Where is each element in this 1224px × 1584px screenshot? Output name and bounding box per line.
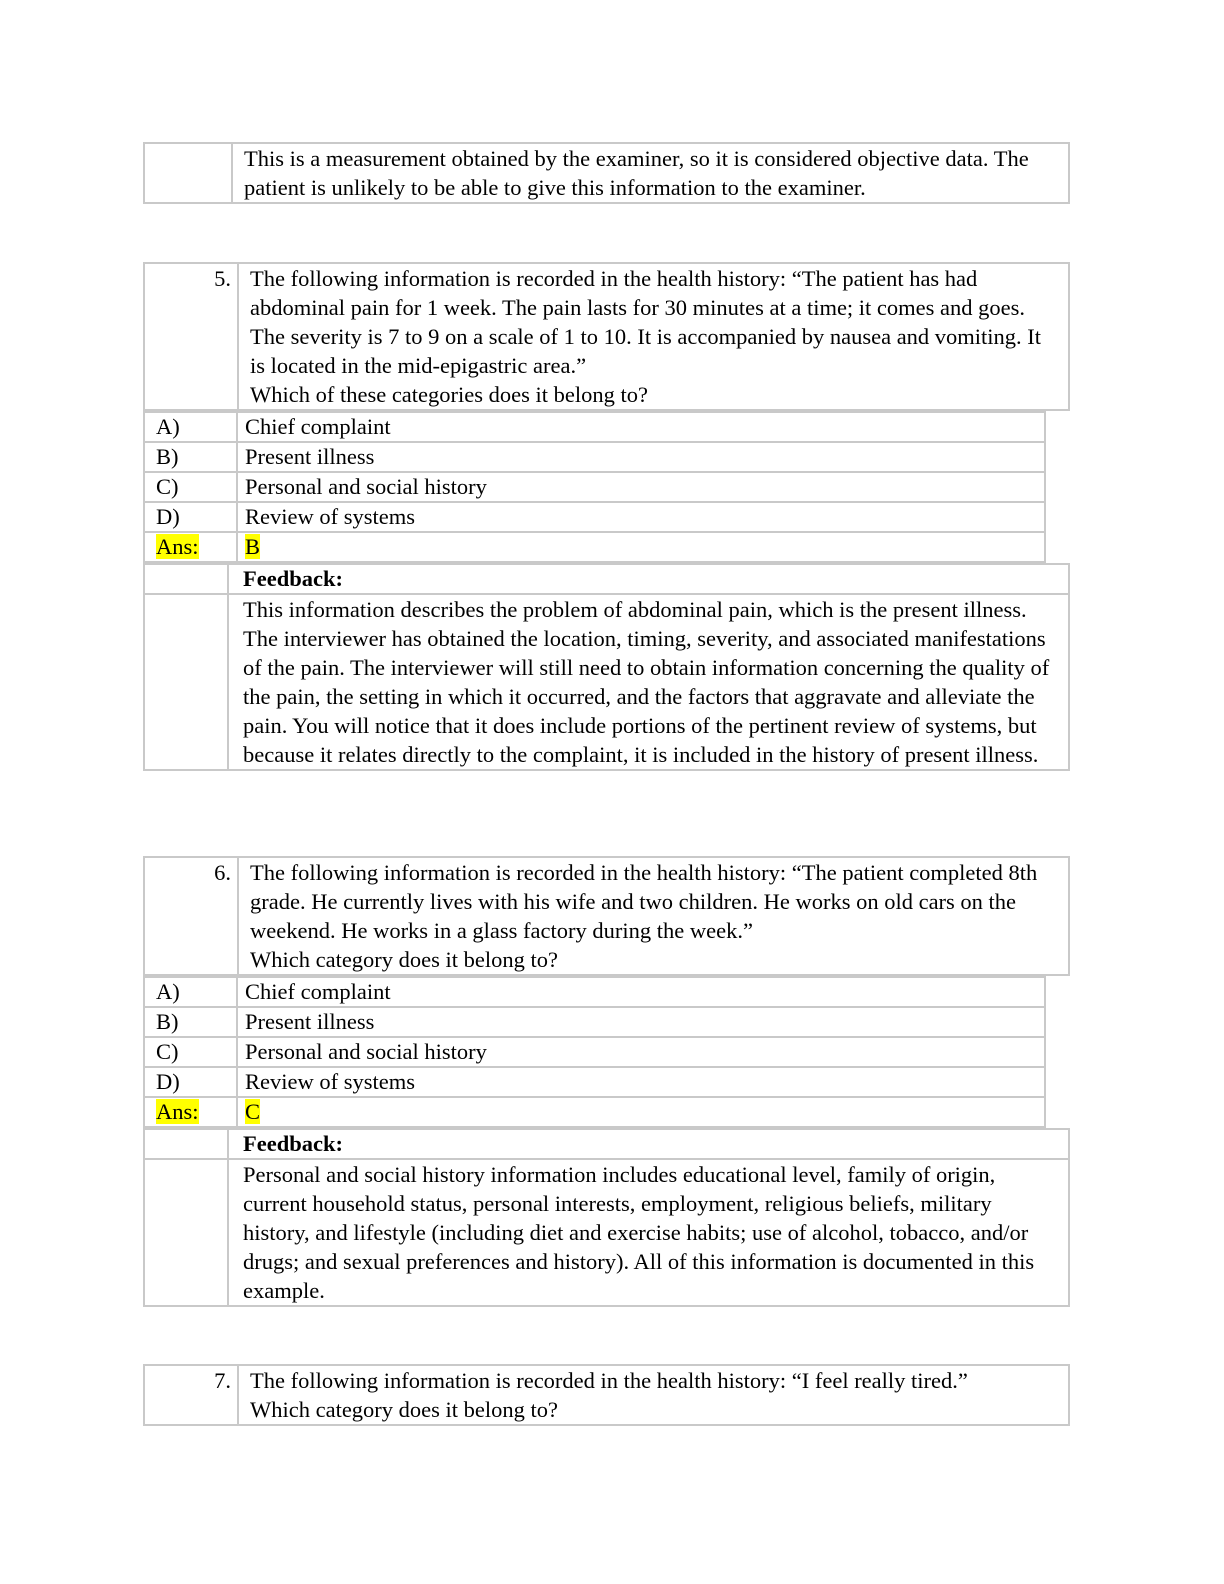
question-text — [238, 1365, 1069, 1425]
question-stem: The following information is recorded in the health history: “I feel really tired.” — [250, 1368, 968, 1393]
option-text: Review of systems — [237, 502, 1045, 532]
answer-value: B — [245, 534, 261, 559]
answer-label: Ans: — [156, 534, 199, 559]
feedback-text: Personal and social history information includes educational level, family of origin, current household status, personal interests, employment, religious beliefs, military history, and lifestyle (including diet and exercise habits; use of alcohol, tobacco, and/or drugs; and sexual preferences and history). All of this information is documented in this example. — [228, 1159, 1069, 1306]
blank-cell — [144, 564, 228, 594]
option-c[interactable] — [144, 472, 1045, 502]
feedback-heading: Feedback: — [228, 1129, 1069, 1159]
option-c[interactable] — [144, 1037, 1045, 1067]
question-number: 6. — [144, 857, 238, 975]
option-text: Chief complaint — [237, 977, 1045, 1007]
question-number: 5. — [144, 263, 238, 410]
question-prompt: Which category does it belong to? — [250, 947, 559, 972]
option-label: C) — [144, 472, 237, 502]
option-text: Present illness — [237, 1007, 1045, 1037]
option-label: B) — [144, 442, 237, 472]
question-text — [238, 857, 1069, 975]
option-a[interactable] — [144, 412, 1045, 442]
options-list — [143, 411, 1046, 563]
feedback-section — [143, 1128, 1070, 1307]
question-6 — [143, 856, 1070, 1307]
answer-label: Ans: — [156, 1099, 199, 1124]
option-text: Review of systems — [237, 1067, 1045, 1097]
feedback-continuation — [143, 142, 1070, 204]
option-label: D) — [144, 502, 237, 532]
question-7 — [143, 1364, 1070, 1426]
question-text — [238, 263, 1069, 410]
feedback-text: This information describes the problem of abdominal pain, which is the present illness. The interviewer has obtained the location, timing, severity, and associated manifestations of the pain. The interviewer will still need to obtain information concerning the quality of the pain, the setting in which it occurred, and the factors that aggravate and alleviate the pain. You will notice that it does include portions of the pertinent review of systems, but because it relates directly to the complaint, it is included in the history of present illness. — [228, 594, 1069, 770]
option-text: Personal and social history — [237, 1037, 1045, 1067]
blank-cell — [144, 594, 228, 770]
answer-value: C — [245, 1099, 261, 1124]
options-list — [143, 976, 1046, 1128]
option-label: B) — [144, 1007, 237, 1037]
answer-row — [144, 1097, 1045, 1127]
blank-cell — [144, 1129, 228, 1159]
answer-row — [144, 532, 1045, 562]
feedback-section — [143, 563, 1070, 771]
blank-cell — [144, 143, 232, 203]
question-stem: The following information is recorded in the health history: “The patient has had abdominal pain for 1 week. The pain lasts for 30 minutes at a time; it comes and goes. The severity is 7 to 9 on a scale of 1 to 10. It is accompanied by nausea and vomiting. It is located in the mid-epigastric area.” — [250, 266, 1042, 378]
option-text: Personal and social history — [237, 472, 1045, 502]
question-prompt: Which category does it belong to? — [250, 1397, 559, 1422]
question-prompt: Which of these categories does it belong to? — [250, 382, 648, 407]
option-b[interactable] — [144, 1007, 1045, 1037]
feedback-text: This is a measurement obtained by the examiner, so it is considered objective data. The patient is unlikely to be able to give this information to the examiner. — [232, 143, 1069, 203]
feedback-heading: Feedback: — [228, 564, 1069, 594]
question-number: 7. — [144, 1365, 238, 1425]
question-5 — [143, 262, 1070, 771]
option-d[interactable] — [144, 502, 1045, 532]
option-text: Chief complaint — [237, 412, 1045, 442]
blank-cell — [144, 1159, 228, 1306]
option-b[interactable] — [144, 442, 1045, 472]
option-label: D) — [144, 1067, 237, 1097]
option-label: A) — [144, 412, 237, 442]
question-stem: The following information is recorded in the health history: “The patient completed 8th grade. He currently lives with his wife and two children. He works on old cars on the weekend. He works in a glass factory during the week.” — [250, 860, 1038, 943]
option-label: C) — [144, 1037, 237, 1067]
option-label: A) — [144, 977, 237, 1007]
option-a[interactable] — [144, 977, 1045, 1007]
option-text: Present illness — [237, 442, 1045, 472]
option-d[interactable] — [144, 1067, 1045, 1097]
